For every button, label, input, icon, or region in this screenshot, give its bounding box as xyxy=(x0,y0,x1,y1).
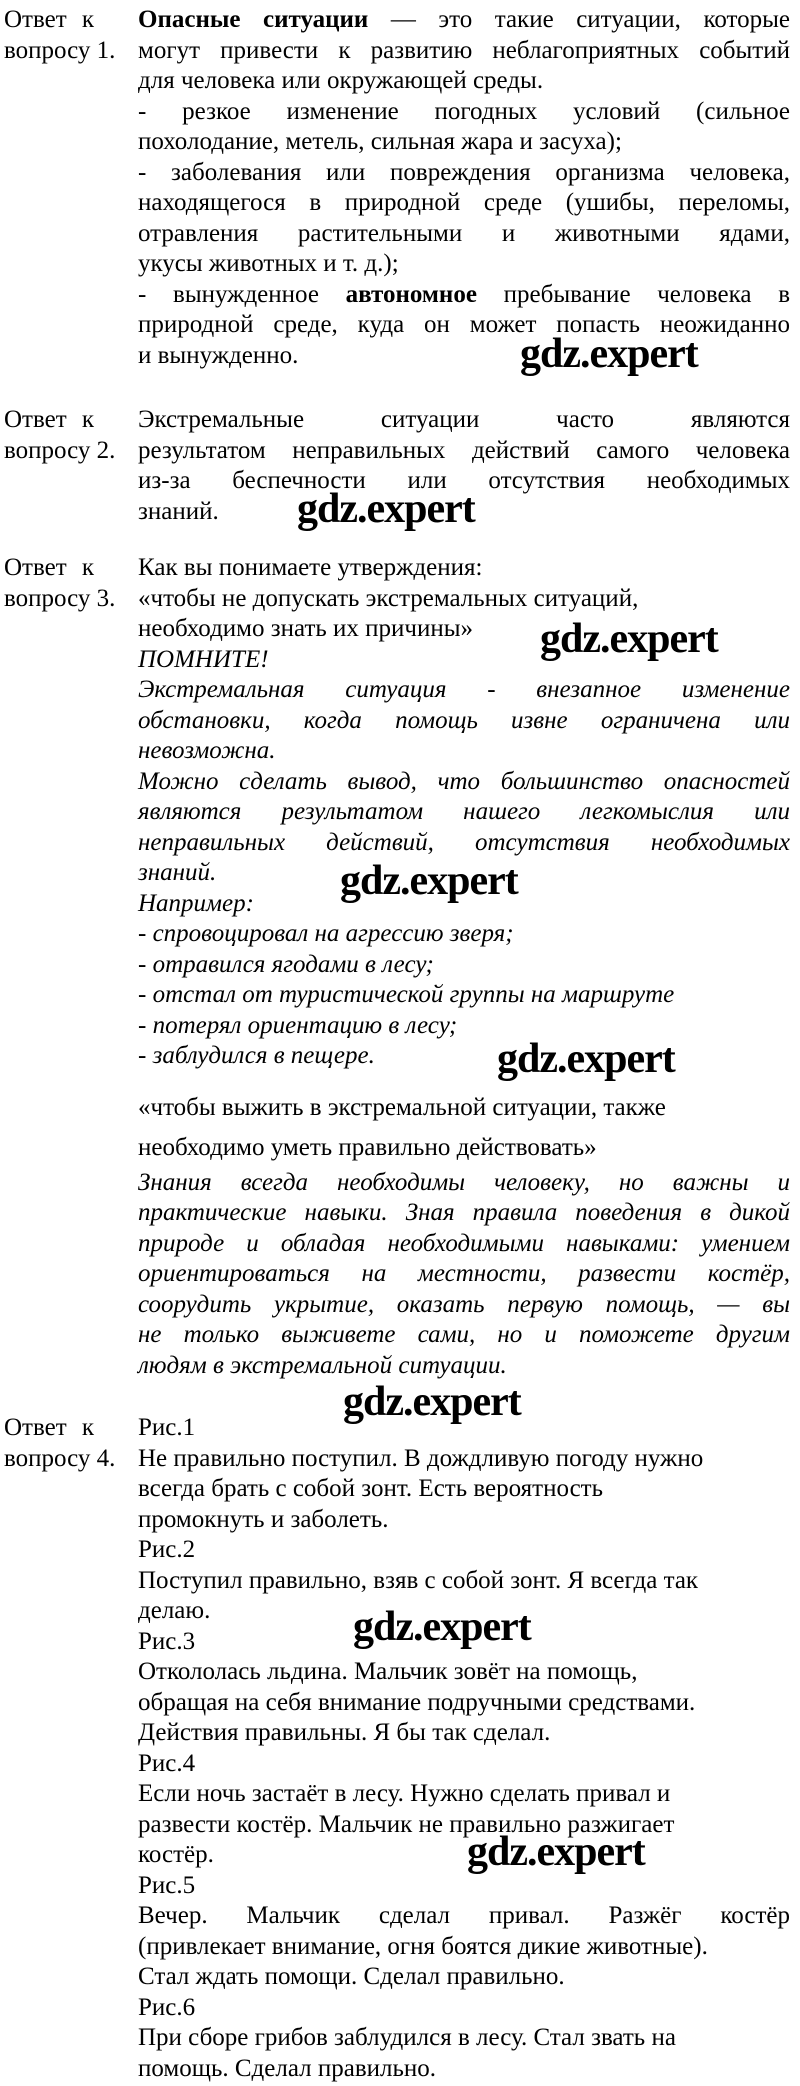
answer-content xyxy=(138,553,790,1381)
text-line: - отравился ягодами в лесу; xyxy=(138,950,434,978)
text-line: знаний. xyxy=(138,497,219,525)
answer-label xyxy=(4,1413,122,1474)
text-line: и вынужденно. xyxy=(138,341,299,369)
text-line: помощь. Сделал правильно. xyxy=(138,2054,437,2082)
text-block xyxy=(138,1168,790,1382)
text-block xyxy=(138,1413,790,2084)
text-block xyxy=(138,1088,790,1168)
text-line: Например: xyxy=(138,889,254,917)
text-line: Если ночь застаёт в лесу. Нужно сделать привал и xyxy=(138,1780,671,1807)
text-block xyxy=(138,5,790,371)
text-line: Действия правильны. Я бы так сделал. xyxy=(138,1719,551,1746)
text-line: людям в экстремальной ситуации. xyxy=(138,1351,507,1379)
text-line: из-за беспечности или отсутствия необходимых xyxy=(138,467,790,494)
text-line: промокнуть и заболеть. xyxy=(138,1505,389,1533)
text-line: - заблудился в пещере. xyxy=(138,1042,375,1069)
text-line: «чтобы не допускать экстремальных ситуаций, xyxy=(138,584,639,612)
text-line: обстановки, когда помощь извне ограничена или xyxy=(138,706,790,734)
sections xyxy=(0,5,800,2084)
text-line: При сборе грибов заблудился в лесу. Стал звать на xyxy=(138,2024,676,2051)
text-line: Вечер. Мальчик сделал привал. Разжёг костёр xyxy=(138,1902,790,1929)
text-line: «чтобы выжить в экстремальной ситуации, также xyxy=(138,1093,666,1121)
text-line: природе и обладая необходимыми навыками: умением xyxy=(138,1229,790,1257)
text-line: Поступил правильно, взяв с собой зонт. Я всегда так xyxy=(138,1566,699,1594)
text-line xyxy=(138,5,790,36)
text-line: укусы животных и т. д.); xyxy=(138,250,399,277)
text-line: природной среде, куда он может попасть неожиданно xyxy=(138,311,790,338)
text-line: знаний. xyxy=(138,859,217,886)
answer-label-line: Ответ к xyxy=(4,1414,95,1441)
text-line: Стал ждать помощи. Сделал правильно. xyxy=(138,1963,565,1990)
answer-label-line: Ответ к xyxy=(4,406,95,433)
answer-section xyxy=(0,1413,800,2084)
watermark-gdz-expert: gdz.expert xyxy=(520,331,698,377)
text-line: (привлекает внимание, огня боятся дикие животные). xyxy=(138,1932,708,1960)
text-line: Рис.2 xyxy=(138,1536,196,1563)
text-line: ПОМНИТЕ! xyxy=(138,645,269,673)
text-line: - отстал от туристической группы на маршруте xyxy=(138,981,675,1008)
text-line: Экстремальная ситуация - внезапное изменение xyxy=(138,676,790,703)
text-line: могут привести к развитию неблагоприятных событий xyxy=(138,36,790,64)
text-line: практические навыки. Зная правила поведения в дикой xyxy=(138,1199,790,1226)
text-line: необходимо уметь правильно действовать» xyxy=(138,1133,597,1161)
text-line: Как вы понимаете утверждения: xyxy=(138,554,483,581)
answer-label xyxy=(4,405,122,466)
text-line: делаю. xyxy=(138,1597,211,1624)
text-segment: — это такие ситуации, которые xyxy=(368,6,790,33)
text-segment: пребывание человека в xyxy=(476,280,790,308)
answer-content xyxy=(138,1413,790,2084)
text-line: - резкое изменение погодных условий (сильное xyxy=(138,97,790,125)
text-line: похолодание, метель, сильная жара и засуха); xyxy=(138,128,622,155)
text-line: невозможна. xyxy=(138,737,276,764)
text-line: Рис.6 xyxy=(138,1993,196,2021)
text-line: отравления растительными и животными ядами, xyxy=(138,219,790,247)
watermark-gdz-expert: gdz.expert xyxy=(497,1036,675,1082)
text-line: всегда брать с собой зонт. Есть вероятность xyxy=(138,1475,603,1502)
answer-label-line: вопросу 2. xyxy=(4,436,116,464)
text-line: результатом неправильных действий самого человека xyxy=(138,436,790,464)
answer-content xyxy=(138,5,790,371)
answer-label-line: вопросу 3. xyxy=(4,584,116,612)
text-line: Рис.1 xyxy=(138,1414,196,1441)
text-line: Рис.4 xyxy=(138,1749,196,1777)
text-line: - спровоцировал на агрессию зверя; xyxy=(138,920,514,947)
text-line: Рис.5 xyxy=(138,1871,196,1899)
answer-section xyxy=(0,553,800,1381)
text-line: ориентироваться на местности, развести костёр, xyxy=(138,1260,790,1287)
watermark-gdz-expert: gdz.expert xyxy=(297,486,475,532)
answer-label-line: Ответ к xyxy=(4,6,95,33)
text-line: не только выживете сами, но и поможете другим xyxy=(138,1321,790,1348)
text-line: являются результатом нашего легкомыслия или xyxy=(138,798,790,825)
text-line: необходимо знать их причины» xyxy=(138,615,474,642)
answer-label-line: вопросу 4. xyxy=(4,1444,116,1472)
answer-label xyxy=(4,5,122,66)
text-line: костёр. xyxy=(138,1841,214,1868)
text-line xyxy=(138,280,790,311)
text-line: Рис.3 xyxy=(138,1627,196,1655)
watermark-gdz-expert: gdz.expert xyxy=(343,1379,521,1425)
text-line: неправильных действий, отсутствия необходимых xyxy=(138,828,790,856)
text-line: Знания всегда необходимы человеку, но важны и xyxy=(138,1168,790,1196)
answer-label-line: Ответ к xyxy=(4,554,95,581)
text-line: обращая на себя внимание подручными средствами. xyxy=(138,1688,696,1716)
answer-section xyxy=(0,5,800,371)
text-line: Не правильно поступил. В дождливую погоду нужно xyxy=(138,1444,704,1472)
watermark-gdz-expert: gdz.expert xyxy=(467,1829,645,1875)
text-line: - потерял ориентацию в лесу; xyxy=(138,1011,458,1039)
watermark-gdz-expert: gdz.expert xyxy=(540,616,718,662)
watermark-gdz-expert: gdz.expert xyxy=(353,1604,531,1650)
bold-text: автономное xyxy=(345,280,477,308)
text-line: соорудить укрытие, оказать первую помощь, — вы xyxy=(138,1290,790,1318)
answer-label-line: вопросу 1. xyxy=(4,36,116,64)
text-segment: - вынужденное xyxy=(138,280,346,308)
answer-label xyxy=(4,553,122,614)
text-line: Экстремальные ситуации часто являются xyxy=(138,406,790,433)
text-line: Откололась льдина. Мальчик зовёт на помощь, xyxy=(138,1658,638,1685)
text-line: развести костёр. Мальчик не правильно разжигает xyxy=(138,1810,675,1838)
text-line: - заболевания или повреждения организма человека, xyxy=(138,158,790,186)
watermark-gdz-expert: gdz.expert xyxy=(340,858,518,904)
bold-text: Опасные ситуации xyxy=(138,6,369,33)
text-line: для человека или окружающей среды. xyxy=(138,67,544,94)
text-line: Можно сделать вывод, что большинство опасностей xyxy=(138,767,790,795)
text-line: находящегося в природной среде (ушибы, переломы, xyxy=(138,189,790,216)
